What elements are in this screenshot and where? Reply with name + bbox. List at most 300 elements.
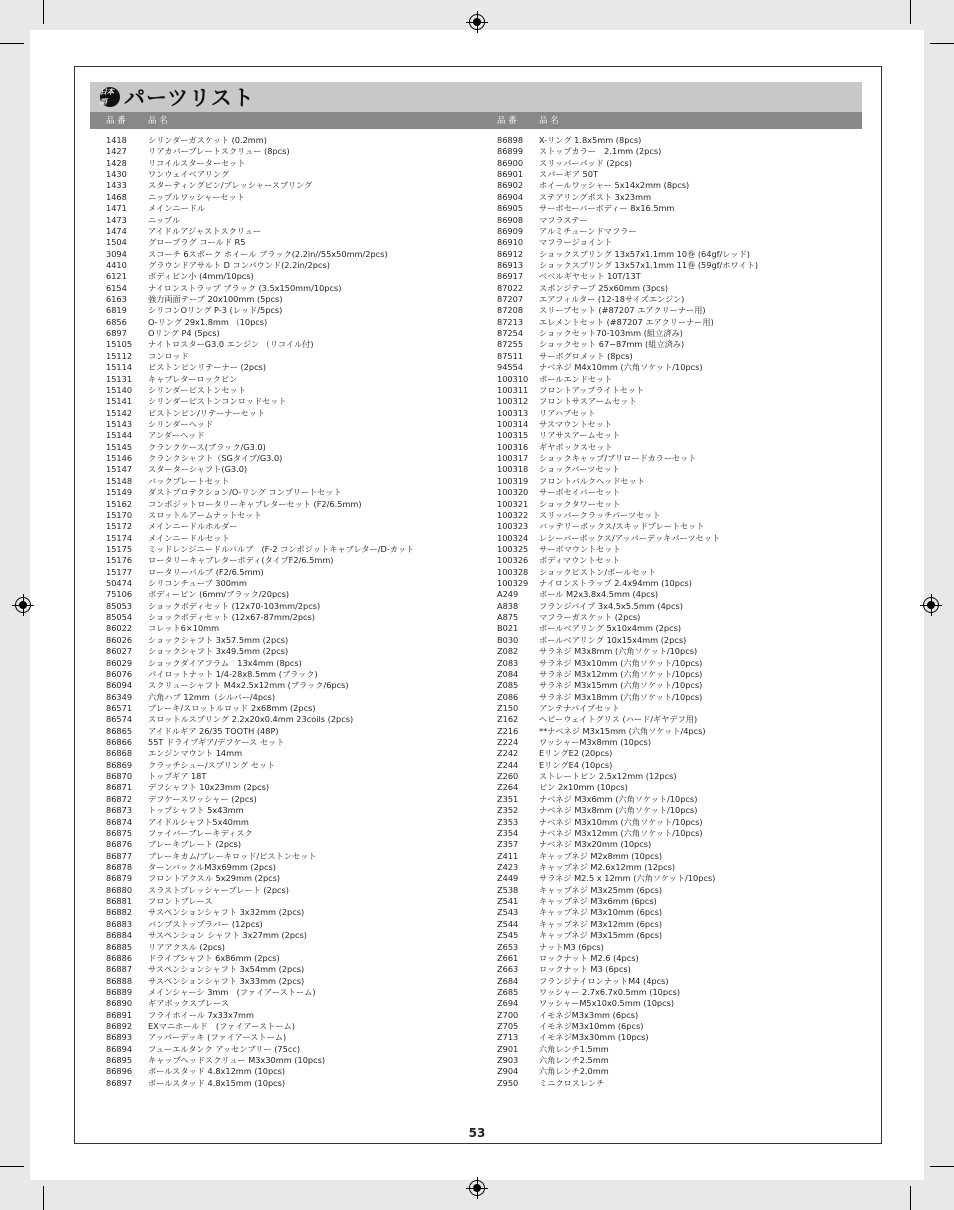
part-number: 100311 — [497, 384, 529, 395]
list-item — [106, 589, 486, 600]
part-number: 15149 — [106, 487, 133, 498]
part-name: キャップネジ M3x25mm (6pcs) — [539, 884, 663, 895]
part-name: リアカバープレートスクリュー (8pcs) — [148, 146, 290, 157]
part-name: ショックシャフト 3x49.5mm (2pcs) — [148, 646, 289, 657]
list-item — [106, 215, 486, 226]
part-name: サーボグロメット (8pcs) — [539, 350, 633, 361]
part-name: バンプストップラバー (12pcs) — [148, 918, 263, 929]
list-item — [106, 317, 486, 328]
list-item — [106, 283, 486, 294]
part-number: Z705 — [497, 1021, 519, 1032]
list-item — [106, 271, 486, 282]
part-number: 86026 — [106, 634, 133, 645]
list-item — [106, 260, 486, 271]
list-item — [497, 203, 857, 214]
list-item — [497, 476, 857, 487]
part-number: 15144 — [106, 430, 133, 441]
column-header-bar — [90, 112, 862, 129]
list-item — [497, 396, 857, 407]
part-number: 86896 — [106, 1066, 133, 1077]
part-number: 100314 — [497, 418, 529, 429]
list-item — [497, 215, 857, 226]
part-number: 86873 — [106, 805, 133, 816]
part-number: 15146 — [106, 453, 133, 464]
list-item — [497, 737, 857, 748]
part-number: 1473 — [106, 214, 127, 225]
header-part-name-left: 品 名 — [148, 116, 168, 126]
part-number: 86913 — [497, 259, 524, 270]
part-number: 15142 — [106, 407, 133, 418]
list-item — [497, 703, 857, 714]
part-name: サラネジ M3x15mm (六角ソケット/10pcs) — [539, 680, 703, 691]
part-number: 86894 — [106, 1043, 133, 1054]
part-name: キャップネジ M2x8mm (10pcs) — [539, 850, 663, 861]
list-item — [106, 851, 486, 862]
part-name: ナットM3 (6pcs) — [539, 941, 604, 952]
part-number: Z086 — [497, 691, 519, 702]
list-item — [497, 862, 857, 873]
part-name: ナベネジ M3x6mm (六角ソケット/10pcs) — [539, 793, 698, 804]
list-item — [106, 601, 486, 612]
part-number: 86875 — [106, 827, 133, 838]
list-item — [497, 669, 857, 680]
list-item — [497, 680, 857, 691]
part-number: 86891 — [106, 1009, 133, 1020]
part-name: マフラステー — [539, 214, 588, 225]
part-name: ナベネジ M3x20mm (10pcs) — [539, 839, 652, 850]
part-number: 86871 — [106, 782, 133, 793]
part-number: 87254 — [497, 328, 524, 339]
part-number: 1471 — [106, 203, 127, 214]
list-item — [497, 430, 857, 441]
part-name: リアサスアームセット — [539, 430, 621, 441]
list-item — [106, 1044, 486, 1055]
part-name: スポンジテープ 25x60mm (3pcs) — [539, 282, 669, 293]
list-item — [497, 487, 857, 498]
part-name: キャブレターロックピン — [148, 373, 238, 384]
list-item — [497, 1044, 857, 1055]
list-item — [497, 601, 857, 612]
list-item — [497, 578, 857, 589]
part-name: スクリューシャフト M4x2.5x12mm (ブラック/6pcs) — [148, 680, 349, 691]
list-item — [497, 351, 857, 362]
list-item — [497, 1078, 857, 1089]
part-number: Z950 — [497, 1077, 519, 1088]
part-name: リアハブセット — [539, 407, 596, 418]
list-item — [106, 930, 486, 941]
list-item — [106, 896, 486, 907]
part-number: 86878 — [106, 862, 133, 872]
part-number: 94554 — [497, 362, 524, 373]
list-item — [106, 374, 486, 385]
part-name: Oリング P4 (5pcs) — [148, 328, 220, 339]
part-name: シリンダーガスケット (0.2mm) — [148, 135, 267, 145]
part-number: Z352 — [497, 805, 519, 816]
list-item — [106, 487, 486, 498]
header-part-no-left: 品 番 — [106, 116, 126, 126]
part-number: 100315 — [497, 430, 529, 441]
part-number: 86902 — [497, 180, 524, 191]
part-name: ボールベアリング 5x10x4mm (2pcs) — [539, 623, 682, 634]
list-item — [106, 760, 486, 771]
part-number: 1474 — [106, 225, 127, 236]
part-number: Z545 — [497, 930, 519, 941]
list-item — [497, 726, 857, 737]
list-item — [497, 510, 857, 521]
list-item — [497, 283, 857, 294]
part-name: ワンウェイベアリング — [148, 169, 230, 180]
part-name: ショックダイアフラム 13x4mm (8pcs) — [148, 657, 302, 668]
list-item — [497, 442, 857, 453]
list-item — [497, 692, 857, 703]
part-number: 100317 — [497, 453, 529, 464]
part-number: 100323 — [497, 521, 529, 532]
part-number: 86874 — [106, 816, 133, 827]
list-item — [106, 578, 486, 589]
part-number: 86886 — [106, 952, 133, 963]
part-name: コンロッド — [148, 350, 189, 361]
list-item — [106, 828, 486, 839]
part-number: 15147 — [106, 464, 133, 475]
part-name: 六角レンチ2.0mm — [539, 1066, 609, 1077]
list-item — [497, 589, 857, 600]
part-name: コンポジットロータリーキャブレターセット (F2/6.5mm) — [148, 498, 362, 509]
part-name: サラネジ M3x12mm (六角ソケット/10pcs) — [539, 668, 703, 679]
part-number: 100312 — [497, 396, 529, 407]
list-item — [497, 942, 857, 953]
part-number: 86895 — [106, 1055, 133, 1066]
part-number: 15148 — [106, 475, 133, 486]
list-item — [497, 521, 857, 532]
part-name: ホイールワッシャー 5x14x2mm (8pcs) — [539, 180, 690, 191]
list-item — [497, 192, 857, 203]
part-number: Z082 — [497, 646, 519, 657]
list-item — [106, 612, 486, 623]
part-number: 86892 — [106, 1021, 133, 1032]
list-item — [106, 1055, 486, 1066]
list-item — [106, 521, 486, 532]
list-item — [497, 260, 857, 271]
part-number: Z661 — [497, 952, 519, 963]
part-name: ショックスプリング 13x57x1.1mm 11巻 (59gf/ホワイト) — [539, 259, 759, 270]
list-item — [497, 896, 857, 907]
part-number: 86029 — [106, 657, 133, 668]
list-item — [106, 873, 486, 884]
list-item — [106, 533, 486, 544]
part-name: ボールスタッド 4.8x15mm (10pcs) — [148, 1077, 286, 1088]
part-number: 86912 — [497, 248, 524, 259]
list-item — [497, 987, 857, 998]
part-name: トップギア 18T — [148, 771, 207, 782]
part-number: 86868 — [106, 748, 133, 759]
list-item — [497, 794, 857, 805]
part-name: メインニードル — [148, 203, 206, 214]
part-name: ストレートピン 2.5x12mm (12pcs) — [539, 771, 677, 782]
part-name: ニップル — [148, 214, 181, 225]
part-number: Z544 — [497, 918, 519, 929]
part-name: スラストプレッシャープレート (2pcs) — [148, 884, 289, 895]
list-item — [106, 249, 486, 260]
part-name: サスペンションシャフト 3x33mm (2pcs) — [148, 975, 305, 986]
part-name: バッテリーボックス/スキッドプレートセット — [539, 521, 705, 532]
list-item — [106, 703, 486, 714]
part-name: アイドルギア 26/35 TOOTH (48P) — [148, 725, 279, 736]
list-item — [497, 544, 857, 555]
list-item — [106, 669, 486, 680]
part-name: アンテナパイプセット — [539, 702, 620, 713]
part-number: Z357 — [497, 839, 519, 850]
part-name: スリーブセット (#87207 エアクリーナー用) — [539, 305, 706, 316]
part-number: 15114 — [106, 362, 133, 373]
list-item — [106, 782, 486, 793]
part-number: 100328 — [497, 566, 529, 577]
list-item — [106, 135, 486, 146]
list-item — [106, 805, 486, 816]
part-number: 100320 — [497, 487, 529, 498]
list-item — [106, 817, 486, 828]
part-number: 86883 — [106, 918, 133, 929]
part-number: 86571 — [106, 702, 133, 713]
part-name: スロットルアームナットセット — [148, 509, 262, 520]
part-name: EリングE4 (10pcs) — [539, 759, 613, 770]
list-item — [497, 499, 857, 510]
part-name: EXマニホールド (ファイアーストーム) — [148, 1021, 295, 1032]
part-name: トップシャフト 5x43mm — [148, 805, 244, 816]
part-number: A838 — [497, 600, 519, 611]
list-item — [497, 419, 857, 430]
part-number: 3094 — [106, 248, 127, 259]
list-item — [497, 635, 857, 646]
part-name: ボディーピン (6mm/ブラック/20pcs) — [148, 589, 290, 600]
part-number: 86876 — [106, 839, 133, 850]
part-number: 86027 — [106, 646, 133, 657]
list-item — [497, 953, 857, 964]
part-number: 86022 — [106, 623, 133, 634]
part-name: エンジンマウント 14mm — [148, 748, 243, 759]
list-item — [497, 180, 857, 191]
part-name: イモネジM3x3mm (6pcs) — [539, 1009, 639, 1020]
part-number: Z260 — [497, 771, 519, 782]
part-number: 6897 — [106, 328, 127, 339]
list-item — [106, 442, 486, 453]
part-number: 50474 — [106, 578, 133, 589]
registration-mark-icon — [469, 14, 485, 30]
part-number: 1433 — [106, 180, 127, 191]
list-item — [497, 1010, 857, 1021]
part-name: フロントブレース — [148, 896, 213, 907]
part-number: 86899 — [497, 146, 524, 157]
list-item — [497, 919, 857, 930]
part-number: 100318 — [497, 464, 529, 475]
list-item — [106, 567, 486, 578]
part-number: Z351 — [497, 793, 519, 804]
list-item — [497, 817, 857, 828]
list-item — [497, 964, 857, 975]
part-number: 15105 — [106, 339, 133, 350]
list-item — [497, 328, 857, 339]
list-item — [497, 771, 857, 782]
page-title — [100, 84, 255, 110]
page-number: 53 — [468, 1126, 486, 1140]
part-name: ワッシャー 2.7x6.7x0.5mm (10pcs) — [539, 986, 681, 997]
part-name: ショックパーツセット — [539, 464, 620, 475]
list-item — [106, 1010, 486, 1021]
part-number: 1468 — [106, 191, 127, 202]
part-number: Z904 — [497, 1066, 519, 1077]
part-name: EリングE2 (20pcs) — [539, 748, 613, 759]
part-name: ロックナット M2.6 (4pcs) — [539, 952, 639, 963]
part-number: Z242 — [497, 748, 519, 759]
list-item — [106, 1066, 486, 1077]
part-number: 15131 — [106, 373, 133, 384]
list-item — [106, 1021, 486, 1032]
registration-mark-icon — [923, 597, 939, 613]
crop-mark — [43, 0, 44, 24]
list-item — [106, 839, 486, 850]
list-item — [106, 226, 486, 237]
part-name: ロータリーバルブ (F2/6.5mm) — [148, 566, 264, 577]
part-name: スターティングピン/プレッシャースプリング — [148, 180, 313, 191]
registration-mark-icon — [15, 597, 31, 613]
list-item — [106, 794, 486, 805]
part-number: 86880 — [106, 884, 133, 895]
part-name: イモネジM3x10mm (6pcs) — [539, 1021, 644, 1032]
part-number: 86890 — [106, 998, 133, 1009]
list-item — [497, 533, 857, 544]
part-name: グロープラグ コールド R5 — [148, 237, 246, 248]
part-name: フランジパイプ 3x4.5x5.5mm (4pcs) — [539, 600, 683, 611]
list-item — [106, 544, 486, 555]
part-number: 15143 — [106, 418, 133, 429]
part-name: マフラージョイント — [539, 237, 613, 248]
list-item — [106, 714, 486, 725]
part-name: サーボマウントセット — [539, 543, 621, 554]
list-item — [497, 930, 857, 941]
part-number: Z694 — [497, 998, 519, 1009]
part-number: 15141 — [106, 396, 133, 407]
part-name: O-リング 29x1.8mm （10pcs) — [148, 316, 268, 327]
part-name: ナベネジ M3x8mm (六角ソケット/10pcs) — [539, 805, 698, 816]
list-item — [106, 646, 486, 657]
part-number: 86076 — [106, 668, 133, 679]
part-number: 87213 — [497, 316, 524, 327]
list-item — [497, 873, 857, 884]
part-number: 86866 — [106, 737, 133, 748]
part-name: ギヤボックスセット — [539, 441, 613, 452]
part-name: サスマウントセット — [539, 418, 612, 429]
list-item — [497, 839, 857, 850]
part-name: シリンダーピストンセット — [148, 384, 246, 395]
part-name: スリッパークラッチパーツセット — [539, 509, 661, 520]
part-number: 86882 — [106, 907, 133, 918]
part-name: フランジナイロンナットM4 (4pcs) — [539, 975, 669, 986]
part-number: 86900 — [497, 157, 524, 168]
list-item — [106, 748, 486, 759]
part-name: ストップカラー 2.1mm (2pcs) — [539, 146, 662, 157]
part-name: メインニードルセット — [148, 532, 230, 543]
part-name: ベベルギヤセット 10T/13T — [539, 271, 641, 282]
part-number: 86869 — [106, 759, 133, 770]
part-name: ボールエンドセット — [539, 373, 613, 384]
list-item — [497, 305, 857, 316]
list-item — [106, 430, 486, 441]
part-name: エアフィルター (12-18サイズエンジン) — [539, 294, 685, 305]
part-name: フューエルタンク アッセンブリー (75cc) — [148, 1043, 301, 1054]
part-number: 6154 — [106, 282, 127, 293]
list-item — [497, 464, 857, 475]
part-name: ターンバックルM3x69mm (2pcs) — [148, 862, 276, 872]
list-item — [497, 1021, 857, 1032]
part-number: A249 — [497, 589, 519, 600]
part-number: 87208 — [497, 305, 524, 316]
part-number: Z901 — [497, 1043, 519, 1054]
part-name: ブレーキプレート (2pcs) — [148, 839, 242, 850]
part-number: 15177 — [106, 566, 133, 577]
list-item — [106, 203, 486, 214]
part-number: Z216 — [497, 725, 519, 736]
part-number: 86887 — [106, 964, 133, 975]
part-number: 85054 — [106, 612, 133, 623]
part-name: ショックタワーセット — [539, 498, 621, 509]
part-name: ナベネジ M4x10mm (六角ソケット/10pcs) — [539, 362, 703, 373]
part-name: ショックセット70-103mm (組立済み) — [539, 328, 683, 339]
part-number: Z538 — [497, 884, 519, 895]
part-number: B030 — [497, 634, 519, 645]
list-item — [106, 942, 486, 953]
list-item — [497, 158, 857, 169]
part-number: Z084 — [497, 668, 519, 679]
part-name: 六角レンチ1.5mm — [539, 1043, 609, 1054]
list-item — [106, 885, 486, 896]
part-name: 強力両面テープ 20x100mm (5pcs) — [148, 294, 283, 305]
part-name: アッパーデッキ (ファイアーストーム) — [148, 1032, 287, 1043]
part-name: ブレーキカム/ブレーキロッド/ピストンセット — [148, 850, 317, 861]
part-name: ロータリーキャブレターボディ(タイプF2/6.5mm) — [148, 555, 334, 566]
list-item — [106, 987, 486, 998]
part-name: キャップネジ M3x6mm (6pcs) — [539, 896, 657, 907]
part-number: 100324 — [497, 532, 529, 543]
list-item — [106, 737, 486, 748]
list-item — [497, 453, 857, 464]
part-name: アイドルアジャストスクリュー — [148, 225, 262, 236]
list-item — [497, 567, 857, 578]
part-number: Z684 — [497, 975, 519, 986]
part-number: 86904 — [497, 191, 524, 202]
list-item — [106, 680, 486, 691]
part-number: 87511 — [497, 350, 524, 361]
part-number: 86884 — [106, 930, 133, 941]
part-number: 15170 — [106, 509, 133, 520]
part-name: ダストプロテクション/O-リング コンプリートセット — [148, 487, 342, 498]
part-name: ミッドレンジニードルバルブ (F-2 コンポジットキャブレター/D-カット — [148, 543, 415, 554]
list-item — [106, 623, 486, 634]
part-name: グラウンドアサルト D コンパウンド(2.2in/2pcs) — [148, 259, 330, 270]
part-name: サスペンションシャフト 3x32mm (2pcs) — [148, 907, 305, 918]
list-item — [497, 555, 857, 566]
list-item — [497, 760, 857, 771]
part-number: 6163 — [106, 294, 127, 305]
part-name: **ナベネジ M3x15mm (六角ソケット/4pcs) — [539, 725, 706, 736]
list-item — [106, 499, 486, 510]
part-name: ナイトロスターG3.0 エンジン （リコイル付) — [148, 339, 314, 350]
part-number: 86908 — [497, 214, 524, 225]
part-name: リコイルスターターセット — [148, 157, 246, 168]
list-item — [497, 828, 857, 839]
part-number: 86909 — [497, 225, 524, 236]
list-item — [497, 146, 857, 157]
part-name: パイロットナット 1/4-28x8.5mm (ブラック) — [148, 668, 318, 679]
part-number: 86865 — [106, 725, 133, 736]
